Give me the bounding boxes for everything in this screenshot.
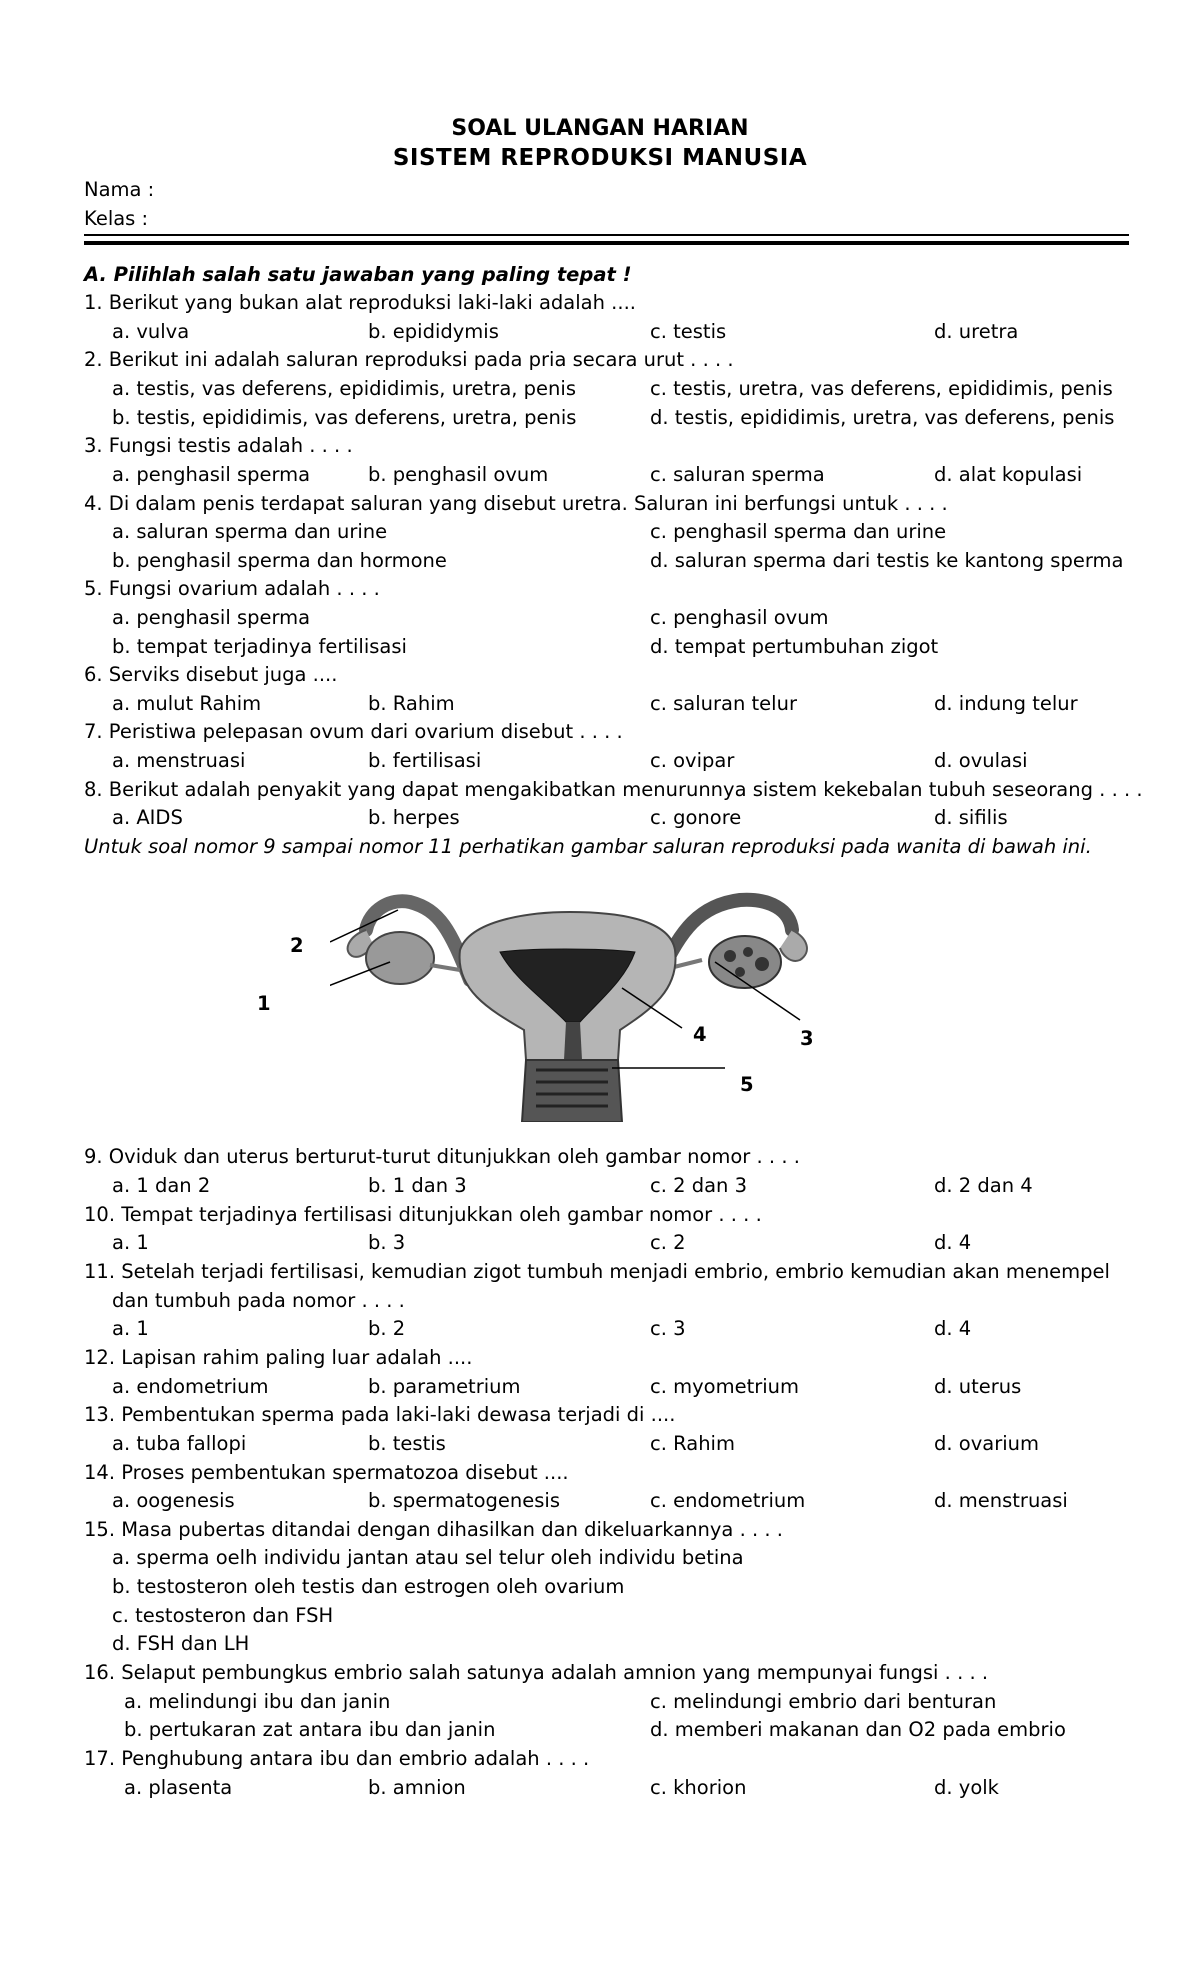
figure-label-5: 5 bbox=[740, 1073, 754, 1096]
q8-option-a: a. AIDS bbox=[112, 806, 183, 829]
q5-option-c: c. penghasil ovum bbox=[650, 606, 829, 629]
q4-option-d: d. saluran sperma dari testis ke kantong sperma bbox=[650, 549, 1124, 572]
question-13: 13. Pembentukan sperma pada laki-laki dewasa terjadi di .... bbox=[84, 1403, 676, 1426]
q11-option-a: a. 1 bbox=[112, 1317, 149, 1340]
q5-option-d: d. tempat pertumbuhan zigot bbox=[650, 635, 939, 658]
q10-option-b: b. 3 bbox=[368, 1231, 406, 1254]
question-10: 10. Tempat terjadinya fertilisasi ditunjukkan oleh gambar nomor . . . . bbox=[84, 1203, 762, 1226]
q14-option-d: d. menstruasi bbox=[934, 1489, 1068, 1512]
q3-option-a: a. penghasil sperma bbox=[112, 463, 311, 486]
q17-option-c: c. khorion bbox=[650, 1776, 747, 1799]
follicle bbox=[724, 950, 736, 962]
q2-option-b: b. testis, epididimis, vas deferens, uretra, penis bbox=[112, 406, 577, 429]
q6-option-c: c. saluran telur bbox=[650, 692, 797, 715]
right-ovary bbox=[709, 936, 781, 988]
q8-option-c: c. gonore bbox=[650, 806, 742, 829]
q14-option-b: b. spermatogenesis bbox=[368, 1489, 560, 1512]
q12-option-c: c. myometrium bbox=[650, 1375, 800, 1398]
q7-option-b: b. fertilisasi bbox=[368, 749, 482, 772]
q13-option-d: d. ovarium bbox=[934, 1432, 1039, 1455]
question-3: 3. Fungsi testis adalah . . . . bbox=[84, 434, 353, 457]
q9-option-d: d. 2 dan 4 bbox=[934, 1174, 1033, 1197]
question-2: 2. Berikut ini adalah saluran reproduksi pada pria secara urut . . . . bbox=[84, 348, 734, 371]
q1-option-c: c. testis bbox=[650, 320, 727, 343]
q17-option-d: d. yolk bbox=[934, 1776, 999, 1799]
q6-option-d: d. indung telur bbox=[934, 692, 1078, 715]
question-11: 11. Setelah terjadi fertilisasi, kemudian zigot tumbuh menjadi embrio, embrio kemudian akan menempel bbox=[84, 1260, 1110, 1283]
q10-option-c: c. 2 bbox=[650, 1231, 686, 1254]
question-17: 17. Penghubung antara ibu dan embrio adalah . . . . bbox=[84, 1747, 590, 1770]
figure-label-1: 1 bbox=[257, 992, 271, 1015]
q1-option-a: a. vulva bbox=[112, 320, 190, 343]
q13-option-c: c. Rahim bbox=[650, 1432, 735, 1455]
question-4: 4. Di dalam penis terdapat saluran yang disebut uretra. Saluran ini berfungsi untuk . . . . bbox=[84, 492, 948, 515]
female-reproductive-diagram bbox=[330, 890, 830, 1122]
q13-option-b: b. testis bbox=[368, 1432, 446, 1455]
left-ovary bbox=[366, 932, 434, 984]
figure-label-4: 4 bbox=[693, 1023, 707, 1046]
q17-option-a: a. plasenta bbox=[124, 1776, 233, 1799]
q5-option-a: a. penghasil sperma bbox=[112, 606, 311, 629]
cervix bbox=[564, 1022, 582, 1060]
question-8: 8. Berikut adalah penyakit yang dapat mengakibatkan menurunnya sistem kekebalan tubuh seseorang . . . . bbox=[84, 778, 1143, 801]
question-15: 15. Masa pubertas ditandai dengan dihasilkan dan dikeluarkannya . . . . bbox=[84, 1518, 783, 1541]
q11-option-d: d. 4 bbox=[934, 1317, 972, 1340]
follicle bbox=[755, 957, 769, 971]
q1-option-b: b. epididymis bbox=[368, 320, 499, 343]
header-rule-thin bbox=[84, 234, 1129, 236]
q3-option-b: b. penghasil ovum bbox=[368, 463, 549, 486]
q8-option-b: b. herpes bbox=[368, 806, 460, 829]
q16-option-c: c. melindungi embrio dari benturan bbox=[650, 1690, 997, 1713]
question-5: 5. Fungsi ovarium adalah . . . . bbox=[84, 577, 380, 600]
page-title: SOAL ULANGAN HARIAN bbox=[451, 116, 749, 141]
q5-option-b: b. tempat terjadinya fertilisasi bbox=[112, 635, 407, 658]
q1-option-d: d. uretra bbox=[934, 320, 1019, 343]
q15-option-b: b. testosteron oleh testis dan estrogen oleh ovarium bbox=[112, 1575, 625, 1598]
q15-option-d: d. FSH dan LH bbox=[112, 1632, 250, 1655]
follicle bbox=[735, 967, 745, 977]
q9-option-a: a. 1 dan 2 bbox=[112, 1174, 211, 1197]
left-ligament bbox=[430, 965, 460, 970]
q2-option-c: c. testis, uretra, vas deferens, epididimis, penis bbox=[650, 377, 1113, 400]
page-subtitle: SISTEM REPRODUKSI MANUSIA bbox=[392, 145, 808, 171]
figure-label-2: 2 bbox=[290, 934, 304, 957]
q7-option-d: d. ovulasi bbox=[934, 749, 1028, 772]
q15-option-a: a. sperma oelh individu jantan atau sel telur oleh individu betina bbox=[112, 1546, 744, 1569]
section-a-instruction: A. Pilihlah salah satu jawaban yang paling tepat ! bbox=[84, 263, 632, 286]
header-rule-thick bbox=[84, 241, 1129, 245]
q10-option-a: a. 1 bbox=[112, 1231, 149, 1254]
question-12: 12. Lapisan rahim paling luar adalah .... bbox=[84, 1346, 473, 1369]
q16-option-d: d. memberi makanan dan O2 pada embrio bbox=[650, 1718, 1066, 1741]
q9-option-c: c. 2 dan 3 bbox=[650, 1174, 748, 1197]
q14-option-a: a. oogenesis bbox=[112, 1489, 235, 1512]
q9-option-b: b. 1 dan 3 bbox=[368, 1174, 467, 1197]
q12-option-a: a. endometrium bbox=[112, 1375, 269, 1398]
q4-option-c: c. penghasil sperma dan urine bbox=[650, 520, 947, 543]
figure-label-3: 3 bbox=[800, 1027, 814, 1050]
question-7: 7. Peristiwa pelepasan ovum dari ovarium disebut . . . . bbox=[84, 720, 623, 743]
kelas-label: Kelas : bbox=[84, 207, 149, 230]
question-14: 14. Proses pembentukan spermatozoa disebut .... bbox=[84, 1461, 569, 1484]
q16-option-a: a. melindungi ibu dan janin bbox=[124, 1690, 391, 1713]
q13-option-a: a. tuba fallopi bbox=[112, 1432, 247, 1455]
q11-option-b: b. 2 bbox=[368, 1317, 406, 1340]
q3-option-d: d. alat kopulasi bbox=[934, 463, 1083, 486]
q4-option-a: a. saluran sperma dan urine bbox=[112, 520, 388, 543]
question-11-continued: dan tumbuh pada nomor . . . . bbox=[112, 1289, 405, 1312]
nama-label: Nama : bbox=[84, 178, 155, 201]
q4-option-b: b. penghasil sperma dan hormone bbox=[112, 549, 447, 572]
question-6: 6. Serviks disebut juga .... bbox=[84, 663, 338, 686]
q7-option-c: c. ovipar bbox=[650, 749, 735, 772]
q16-option-b: b. pertukaran zat antara ibu dan janin bbox=[124, 1718, 496, 1741]
q14-option-c: c. endometrium bbox=[650, 1489, 806, 1512]
q2-option-d: d. testis, epididimis, uretra, vas deferens, penis bbox=[650, 406, 1115, 429]
question-1: 1. Berikut yang bukan alat reproduksi laki-laki adalah .... bbox=[84, 291, 636, 314]
right-fimbriae bbox=[780, 930, 807, 961]
q6-option-a: a. mulut Rahim bbox=[112, 692, 262, 715]
follicle bbox=[743, 947, 753, 957]
q7-option-a: a. menstruasi bbox=[112, 749, 246, 772]
q3-option-c: c. saluran sperma bbox=[650, 463, 825, 486]
q2-option-a: a. testis, vas deferens, epididimis, uretra, penis bbox=[112, 377, 576, 400]
q17-option-b: b. amnion bbox=[368, 1776, 466, 1799]
figure-instruction: Untuk soal nomor 9 sampai nomor 11 perhatikan gambar saluran reproduksi pada wanita di bawah ini. bbox=[84, 835, 1092, 858]
q10-option-d: d. 4 bbox=[934, 1231, 972, 1254]
q12-option-b: b. parametrium bbox=[368, 1375, 521, 1398]
question-9: 9. Oviduk dan uterus berturut-turut ditunjukkan oleh gambar nomor . . . . bbox=[84, 1145, 800, 1168]
q8-option-d: d. sifilis bbox=[934, 806, 1008, 829]
q11-option-c: c. 3 bbox=[650, 1317, 686, 1340]
q12-option-d: d. uterus bbox=[934, 1375, 1022, 1398]
q6-option-b: b. Rahim bbox=[368, 692, 455, 715]
question-16: 16. Selaput pembungkus embrio salah satunya adalah amnion yang mempunyai fungsi . . . . bbox=[84, 1661, 989, 1684]
q15-option-c: c. testosteron dan FSH bbox=[112, 1604, 334, 1627]
